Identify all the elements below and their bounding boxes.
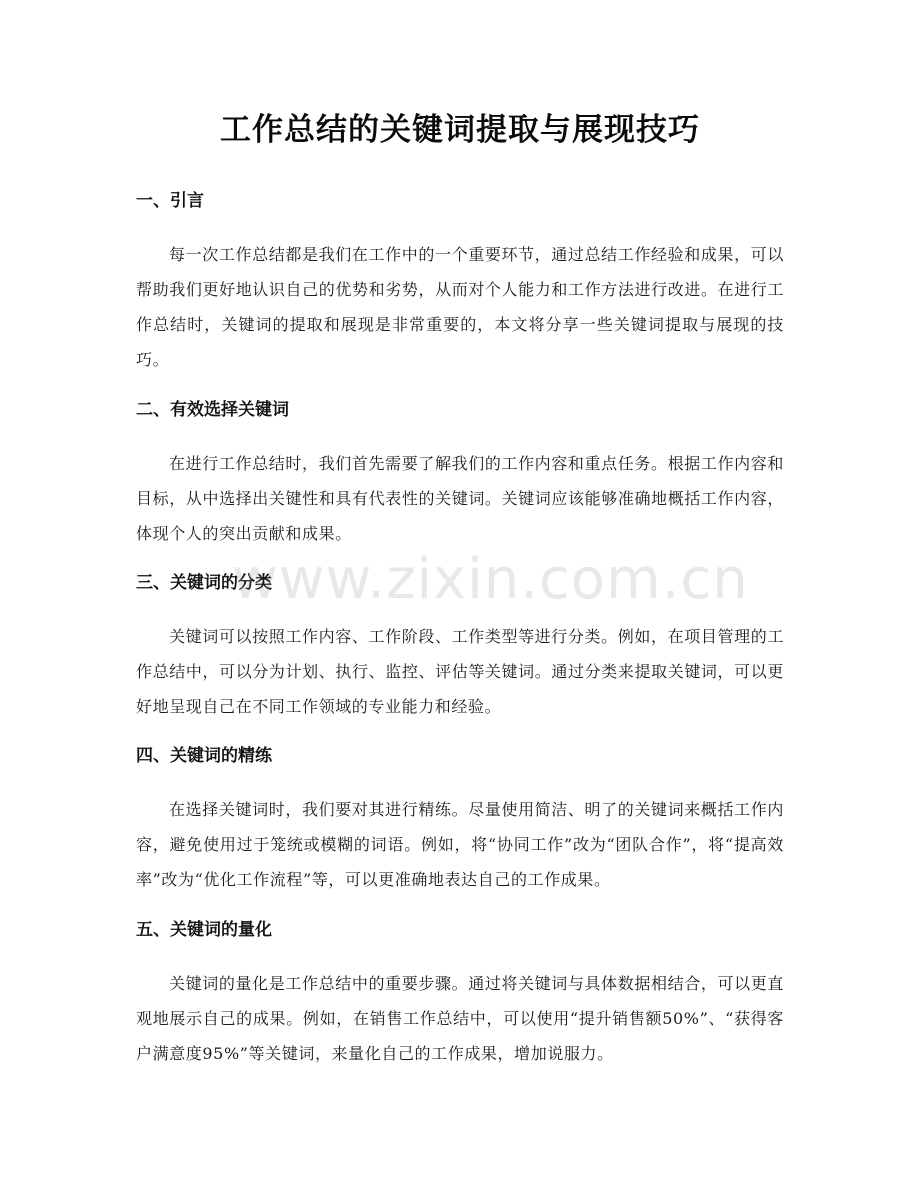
section-paragraph: 关键词的量化是工作总结中的重要步骤。通过将关键词与具体数据相结合，可以更直观地展示自己的成果。例如，在销售工作总结中，可以使用“提升销售额50%”、“获得客户满意度95%”等关键词，来量化自己的工作成果，增加说服力。 xyxy=(136,974,784,1063)
section-choose-keywords xyxy=(136,398,784,551)
section-paragraph: 在进行工作总结时，我们首先需要了解我们的工作内容和重点任务。根据工作内容和目标，从中选择出关键性和具有代表性的关键词。关键词应该能够准确地概括工作内容，体现个人的突出贡献和成果。 xyxy=(136,454,784,543)
section-keyword-refinement xyxy=(136,744,784,897)
section-keyword-classification xyxy=(136,571,784,724)
section-introduction xyxy=(136,189,784,377)
section-paragraph: 关键词可以按照工作内容、工作阶段、工作类型等进行分类。例如，在项目管理的工作总结中，可以分为计划、执行、监控、评估等关键词。通过分类来提取关键词，可以更好地呈现自己在不同工作领域的专业能力和经验。 xyxy=(136,627,784,716)
section-heading: 一、引言 xyxy=(136,191,204,211)
section-keyword-quantification xyxy=(136,918,784,1071)
section-heading: 三、关键词的分类 xyxy=(136,573,272,593)
watermark: www.zixin.com.cn xyxy=(232,547,749,612)
section-paragraph: 在选择关键词时，我们要对其进行精练。尽量使用简洁、明了的关键词来概括工作内容，避免使用过于笼统或模糊的词语。例如，将“协同工作”改为“团队合作”，将“提高效率”改为“优化工作流程”等，可以更准确地表达自己的工作成果。 xyxy=(136,800,784,889)
section-heading: 五、关键词的量化 xyxy=(136,920,272,940)
document-title: 工作总结的关键词提取与展现技巧 xyxy=(220,112,700,148)
section-heading: 二、有效选择关键词 xyxy=(136,400,289,420)
section-paragraph: 每一次工作总结都是我们在工作中的一个重要环节，通过总结工作经验和成果，可以帮助我们更好地认识自己的优势和劣势，从而对个人能力和工作方法进行改进。在进行工作总结时，关键词的提取和展现是非常重要的，本文将分享一些关键词提取与展现的技巧。 xyxy=(136,245,784,369)
section-heading: 四、关键词的精练 xyxy=(136,746,272,766)
